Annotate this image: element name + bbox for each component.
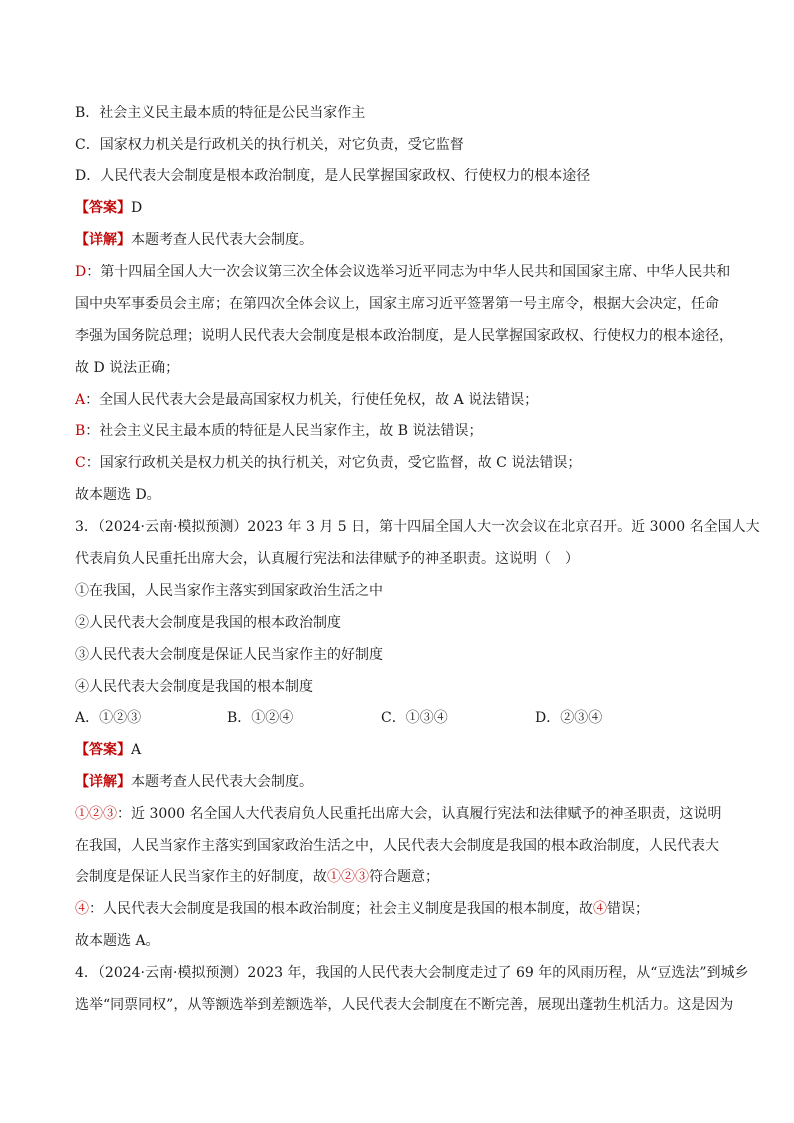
q2-c-line: C：国家行政机关是权力机关的执行机关，对它负责，受它监督，故 C 说法错误；: [75, 455, 582, 471]
q3-statement-4: ④人民代表大会制度是我国的根本制度: [75, 679, 313, 695]
detail-intro: 本题考查人民代表大会制度。: [131, 232, 313, 248]
q4-stem-line-1: 4．（2024·云南·模拟预测）2023 年，我国的人民代表大会制度走过了 69 年的风雨历程，从“豆选法”到城乡: [75, 965, 749, 981]
option-label: D: [75, 264, 87, 280]
q3-choice-b: B．①②④: [227, 710, 294, 726]
q2-a-line: A：全国人民代表大会是最高国家权力机关，行使任免权，故 A 说法错误；: [75, 392, 539, 408]
detail-label: 【详解】: [75, 232, 131, 248]
q3-conclusion: 故本题选 A。: [75, 933, 160, 949]
q3-choice-a: A．①②③: [75, 710, 142, 726]
q2-d-line-3: 李强为国务院总理；说明人民代表大会制度是根本政治制度，是人民掌握国家政权、行使权力的根本途径，: [75, 328, 733, 344]
q3-p2-line: ④：人民代表大会制度是我国的根本政治制度；社会主义制度是我国的根本制度，故④错误；: [75, 901, 649, 917]
q2-detail: [75, 230, 313, 250]
q3-statement-3: ③人民代表大会制度是保证人民当家作主的好制度: [75, 647, 383, 663]
q3-statement-2: ②人民代表大会制度是我国的根本政治制度: [75, 615, 341, 631]
option-label: A: [75, 392, 86, 408]
q3-stem-line-2: 代表肩负人民重托出席大会，认真履行宪法和法律赋予的神圣职责。这说明（ ）: [75, 551, 579, 567]
statement-mark: ①②③: [327, 869, 369, 885]
q2-d-line-2: 国中央军事委员会主席；在第四次全体会议上，国家主席习近平签署第一号主席令，根据大会决定，任命: [75, 296, 719, 312]
q3-p1-line-2: 在我国，人民当家作主落实到国家政治生活之中，人民代表大会制度是我国的根本政治制度，人民代表大: [75, 838, 719, 854]
q3-choice-c: C．①③④: [381, 710, 448, 726]
statement-label: ①②③: [75, 806, 117, 822]
answer-label: 【答案】: [75, 200, 131, 216]
q2-option-c: C．国家权力机关是行政机关的执行机关，对它负责，受它监督: [75, 137, 464, 153]
q3-p1-line-3: 会制度是保证人民当家作主的好制度，故①②③符合题意；: [75, 869, 439, 885]
q3-statement-1: ①在我国，人民当家作主落实到国家政治生活之中: [75, 583, 383, 599]
answer-value: D: [131, 200, 143, 216]
option-label: C: [75, 455, 86, 471]
q4-stem-line-2: 选举“同票同权”，从等额选举到差额选举，人民代表大会制度在不断完善，展现出蓬勃生机活力。这是因为: [75, 997, 734, 1013]
q2-option-b: B．社会主义民主最本质的特征是公民当家作主: [75, 105, 366, 121]
q2-d-line-1: D：第十四届全国人大一次会议第三次全体会议选举习近平同志为中华人民共和国国家主席、中华人民共和: [75, 264, 731, 280]
q2-d-line-4: 故 D 说法正确；: [75, 360, 180, 376]
q2-answer: [75, 198, 142, 218]
option-label: B: [75, 423, 86, 439]
detail-intro: 本题考查人民代表大会制度。: [131, 774, 313, 790]
answer-value: A: [131, 742, 142, 758]
answer-label: 【答案】: [75, 742, 131, 758]
q2-option-d: D．人民代表大会制度是根本政治制度，是人民掌握国家政权、行使权力的根本途径: [75, 168, 591, 184]
q3-answer: [75, 740, 141, 760]
q3-stem-line-1: 3．（2024·云南·模拟预测）2023 年 3 月 5 日，第十四届全国人大一次会议在北京召开。近 3000 名全国人大: [75, 519, 760, 535]
detail-label: 【详解】: [75, 774, 131, 790]
q2-b-line: B：社会主义民主最本质的特征是人民当家作主，故 B 说法错误；: [75, 423, 483, 439]
q3-choice-d: D．②③④: [535, 710, 603, 726]
q3-detail: [75, 772, 313, 792]
q2-conclusion: 故本题选 D。: [75, 487, 161, 503]
statement-label: ④: [75, 901, 89, 917]
statement-mark: ④: [593, 901, 607, 917]
q3-p1-line-1: ①②③：近 3000 名全国人大代表肩负人民重托出席大会，认真履行宪法和法律赋予的神圣职责，这说明: [75, 806, 722, 822]
